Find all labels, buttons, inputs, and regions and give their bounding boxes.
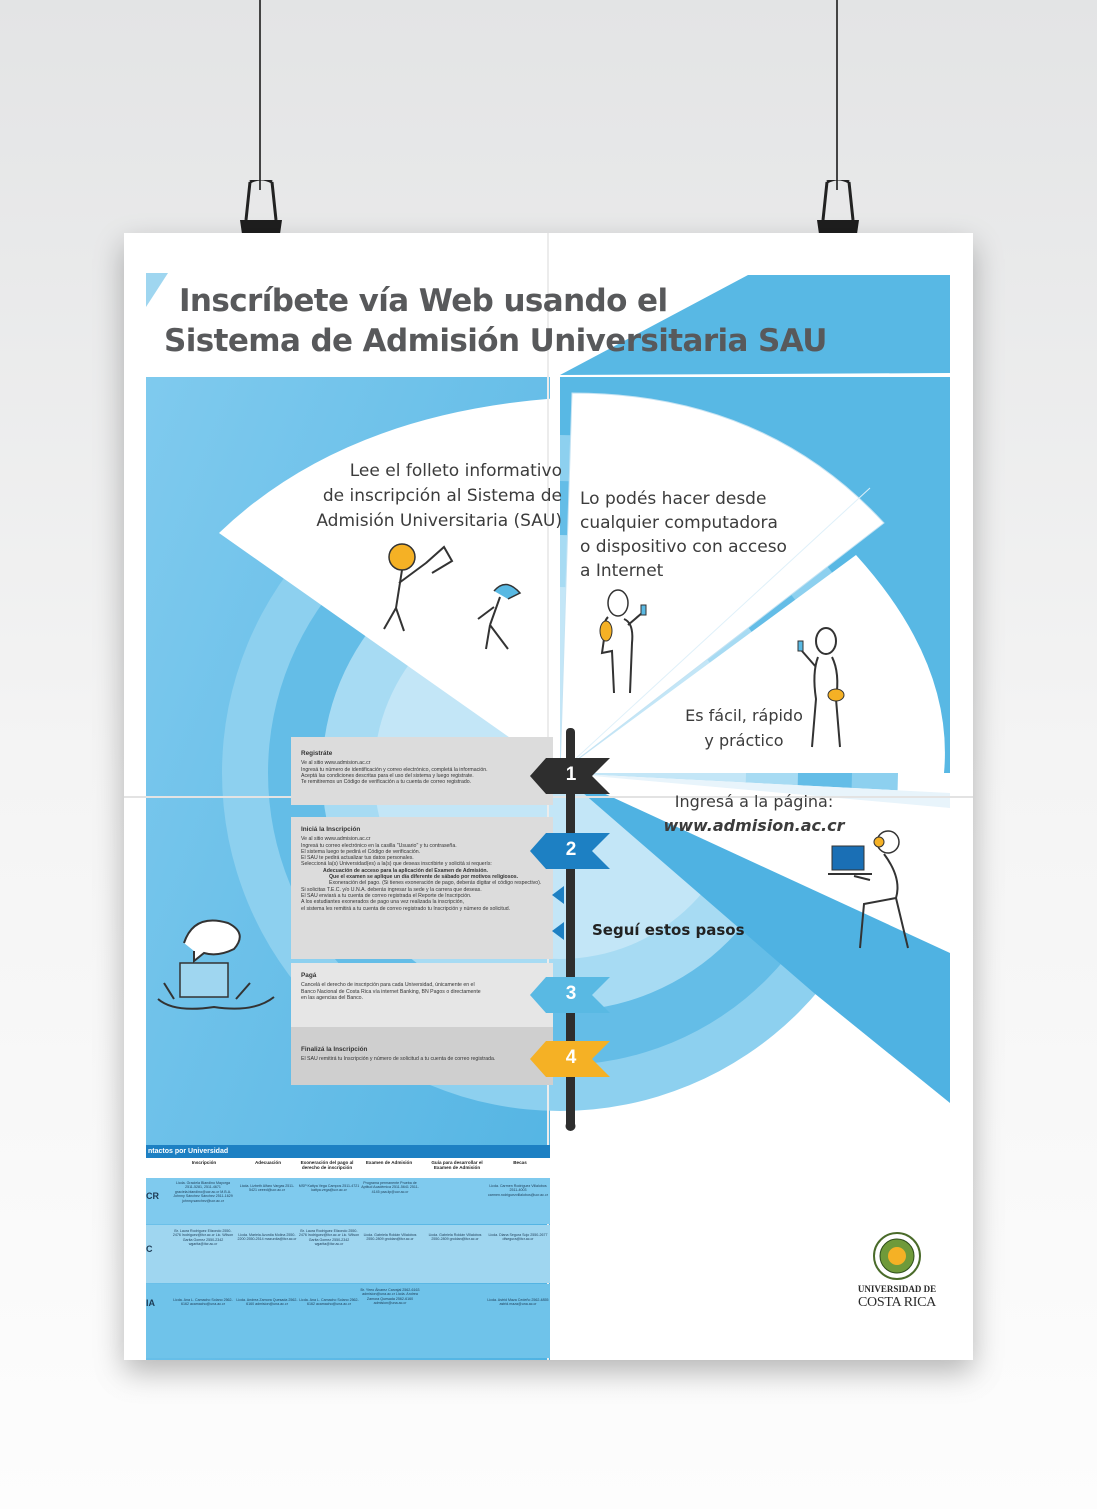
arrow-icon: [552, 922, 564, 940]
poster-title-line2: Sistema de Admisión Universitaria SAU: [164, 323, 827, 359]
step3-title: Pagá: [301, 972, 317, 979]
step4-box: Finalizá la Inscripción El SAU remitirá tu Inscripción y número de solicitud a tu cuenta de correo registrada.: [291, 1027, 553, 1085]
table-row: C Br. Laura Rodríguez Elizondo 2550-2476 lrodriguez@itcr.ac.cr Lic. Wilson Garita Gomez 2550-2342 wgarita@itcr.ac.cr Licda. Mariela Azurdia Molina 2550-2200 2550-2514 mazurdia@itcr.ac.cr Br. Laura Rodríguez Elizondo 2550-2476 lrodriguez@itcr.ac.cr Lic. Wilson Garita Gomez 2550-2342 wgarita@itcr.ac.cr Licda. Gabriela Roldán Villalobos 2550-2809 groldan@itcr.ac.cr Licda. Gabriela Roldán Villalobos 2550-2809 groldan@itcr.ac.cr Licda. Diana Segura Sojo 2550-2677 dfsegura@itcr.ac.cr: [146, 1225, 550, 1283]
step3-number: 3: [565, 983, 577, 1004]
contacts-columns: Inscripción Adecuación Exoneración del pago al derecho de inscripción Examen de Admisión Guía para desarrollar el Examen de Admisión Becas: [146, 1158, 550, 1178]
website-link[interactable]: www.admision.ac.cr: [663, 816, 845, 835]
right-string: [836, 0, 838, 190]
table-row: CR Licda. Graciela Blandino Mayorga 2511-5281, 2511-4671 graciela.blandino@ucr.ac.cr M.B.A. Johnny Sánchez Sánchez 2511-1629 johnny.sanchez@ucr.ac.cr Licda. Lizbeth Alfaro Vargas 2511-5421 ceeed@ucr.ac.cr MSP Kattya Vega Campos 2511-4721 kattya.vega@ucr.ac.cr Programa permanente Prueba de Aptitud Académica 2511-5641 2511-4145 paa.iip@ucr.ac.cr Licda. Carmen Rodríguez Villalobos 2511-4003 carmen.rodriguezvillalobos@ucr.ac.cr: [146, 1178, 550, 1224]
follow-steps-label: Seguí estos pasos: [592, 921, 745, 939]
logo-line1: UNIVERSIDAD DE: [857, 1284, 937, 1294]
quote-folleto: Lee el folleto informativo de inscripción al Sistema de Admisión Universitaria (SAU): [316, 461, 562, 531]
contacts-header: ntactos por Universidad: [146, 1145, 550, 1158]
step2-title: Iniciá la Inscripción: [301, 826, 361, 833]
step4-number: 4: [565, 1047, 577, 1068]
quote-pagina: Ingresá a la página: www.admision.ac.cr: [654, 790, 854, 838]
poster-title-line1: Inscríbete vía Web usando el: [179, 283, 668, 319]
quote-dispositivo: Lo podés hacer desde cualquier computadora o dispositivo con acceso a Internet: [580, 489, 787, 581]
logo-line2: COSTA RICA: [858, 1295, 936, 1310]
person-phone-icon: [792, 623, 862, 753]
quote-facil: Es fácil, rápido y práctico: [685, 706, 803, 750]
step4-title: Finalizá la Inscripción: [301, 1046, 368, 1053]
step3-box: Pagá Cancelá el derecho de inscripción para cada Universidad, únicamente en el Banco Nacional de Costa Rica vía internet Banking, BN Pagos o directamente en las agencias del Banco.: [291, 963, 553, 1027]
step2-box: Iniciá la Inscripción Ve al sitio www.admision.ac.cr Ingresá tu correo electrónico en la casilla "Usuario" y tu contraseña. El sistema luego te pedirá el Código de verificación. El SAU te pedirá actualizar tus datos personales. Seleccioná la(s) Universidad(es) a la(s) que deseas inscribirte y solicitá si requerís: Adecuación de acceso para la aplicación del Examen de Admisión. Que el examen se aplique un día diferente de sábado por motivos religiosos. Exoneración del pago. (Si tienes exoneración de pago, deberás digitar el código respectivo). Si solicitas T.E.C. y/o U.N.A. deberás ingresar la sede y la carrera que deseas. El SAU enviará a tu cuenta de correo registrada el Reporte de Inscripción. A los estudiantes exonerados de pago una vez realizada la inscripción, el sistema les remitirá a tu cuenta de correo registrado tu Inscripción y número de solicitud.: [291, 817, 553, 959]
person-phone-icon: [594, 583, 664, 723]
step1-title: Registráte: [301, 750, 333, 757]
university-seal-icon: [872, 1231, 922, 1281]
step1-number: 1: [565, 764, 577, 785]
step2-number: 2: [565, 839, 577, 860]
person-laptop-icon: [824, 818, 919, 958]
step1-box: Registráte Ve al sitio www.admision.ac.cr Ingresá tu número de identificación y correo electrónico, completá la información. Aceptá las condiciones descritas para el uso del sistema y luego registrate. Te remitiremos un Código de verificación a tu cuenta de correo registrado.: [291, 737, 553, 805]
poster: [124, 233, 973, 1360]
person-reading-icon: [374, 533, 544, 653]
contacts-table: [146, 1145, 550, 1360]
person-laptop-icon: [154, 913, 284, 1023]
table-row: IA Licda. Ana L. Camacho Solano 2562-6162 acamacho@una.ac.cr Licda. Andrea Zamora Quesada 2562-6160 admision@una.ac.cr Licda. Ana L. Camacho Solano 2562-6162 acamacho@una.ac.cr Br. Yireo Álvarez Carvajal 2562-6163 admision@una.ac.cr Licda. Andrea Zamora Quesada 2562-6160 admision@una.ac.cr Licda. Astrid Maza Cedeño 2562-4855 astrid.maza@una.ac.cr: [146, 1284, 550, 1358]
left-string: [259, 0, 261, 190]
arrow-icon: [552, 886, 564, 904]
